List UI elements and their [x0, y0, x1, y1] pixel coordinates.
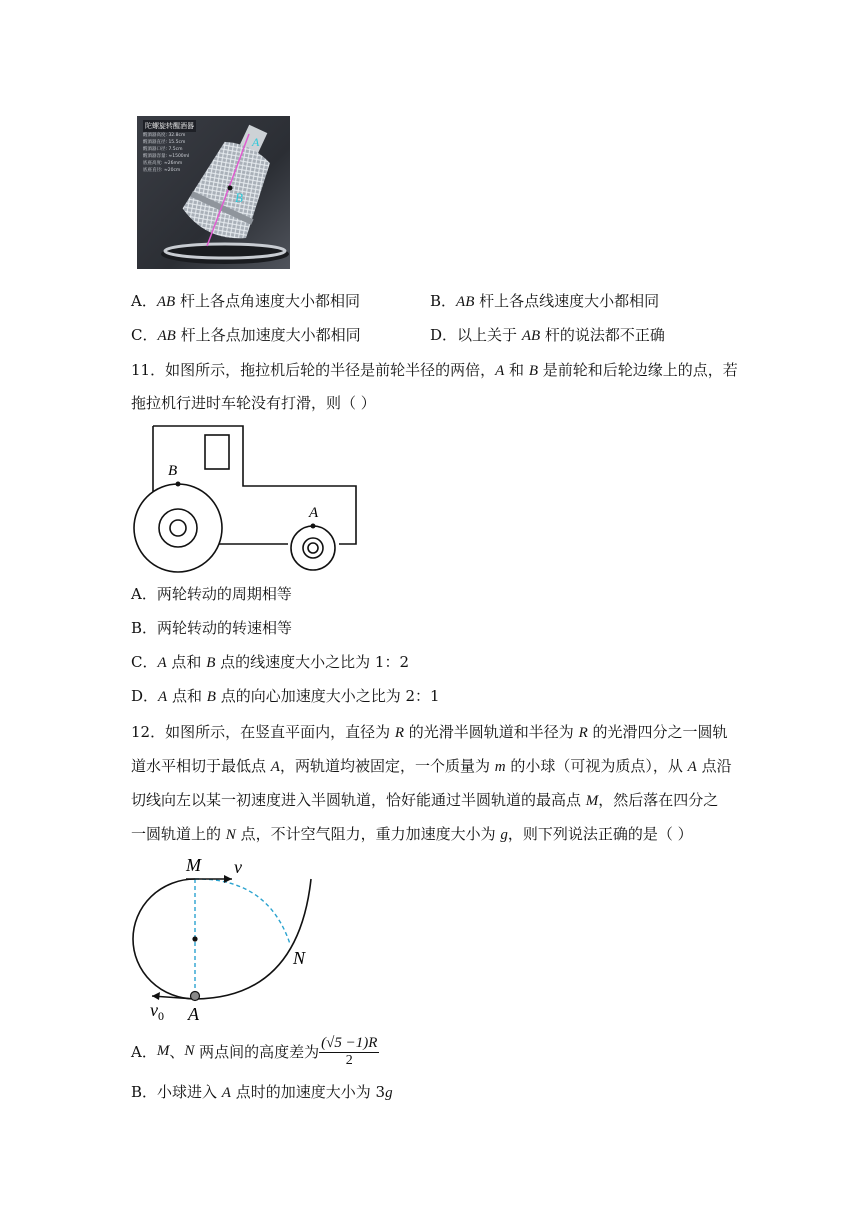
q12-stem-line3: 切线向左以某一初速度进入半圆轨道，恰好能通过半圆轨道的最高点 M，然后落在四分之	[131, 791, 719, 809]
q11-option-b[interactable]: B．两轮转动的转速相等	[131, 619, 293, 637]
q10-option-a[interactable]: A．AB 杆上各点角速度大小都相同	[131, 292, 360, 310]
q10-option-c[interactable]: C．AB 杆上各点加速度大小都相同	[131, 326, 361, 344]
q11-option-a[interactable]: A．两轮转动的周期相等	[131, 585, 292, 603]
height-fraction: $\frac{(√5 -1)R}{2}$	[321, 1035, 378, 1068]
q11-stem-line1: 11．如图所示，拖拉机后轮的半径是前轮半径的两倍，A 和 B 是前轮和后轮边缘上的点，若	[131, 361, 738, 379]
tractor-label-b: B	[168, 463, 178, 479]
decanter-illustration	[137, 116, 290, 269]
q12-option-b[interactable]: B．小球进入 A 点时的加速度大小为 3g	[131, 1083, 393, 1101]
track-label-m: M	[186, 855, 201, 875]
q11-option-c[interactable]: C．A 点和 B 点的线速度大小之比为 1：2	[131, 653, 409, 671]
q12-option-a[interactable]: A．M、N 两点间的高度差为 $\frac{(√5 -1)R}{2}$	[131, 1035, 378, 1068]
track-label-v0: $v_0$	[150, 1000, 164, 1023]
track-figure	[128, 848, 328, 1024]
q12-stem-line4: 一圆轨道上的 N 点，不计空气阻力，重力加速度大小为 g，则下列说法正确的是（ ）	[131, 825, 693, 843]
decanter-photo	[137, 116, 290, 269]
q11-stem-line2: 拖拉机行进时车轮没有打滑，则（ ）	[131, 394, 376, 412]
tractor-label-a: A	[309, 505, 319, 521]
track-label-v: v	[234, 857, 242, 877]
track-label-n: N	[293, 948, 306, 968]
tractor-figure	[128, 420, 363, 575]
q11-option-d[interactable]: D．A 点和 B 点的向心加速度大小之比为 2：1	[131, 687, 440, 705]
q10-option-d[interactable]: D．以上关于 AB 杆的说法都不正确	[430, 326, 665, 344]
photo-label-a: A	[252, 135, 260, 149]
q12-stem-line2: 道水平相切于最低点 A，两轨道均被固定，一个质量为 m 的小球（可视为质点），从 A 点沿	[131, 757, 732, 775]
q12-stem-line1: 12．如图所示，在竖直平面内，直径为 R 的光滑半圆轨道和半径为 R 的光滑四分之一圆轨	[131, 723, 728, 741]
photo-specs: 醒酒器高度: 32.8cm 醒酒器直径: 15.5cm 醒酒器口径: 7.5cm 醒酒器容量: ≈1500ml 底座高度: ≈26mm 底座直径: ≈20cm	[143, 133, 190, 173]
q10-option-b[interactable]: B．AB 杆上各点线速度大小都相同	[430, 292, 660, 310]
photo-label-b: B	[235, 190, 243, 205]
photo-title: 陀螺旋转醒酒器	[145, 122, 194, 130]
track-label-a: A	[188, 1004, 199, 1024]
